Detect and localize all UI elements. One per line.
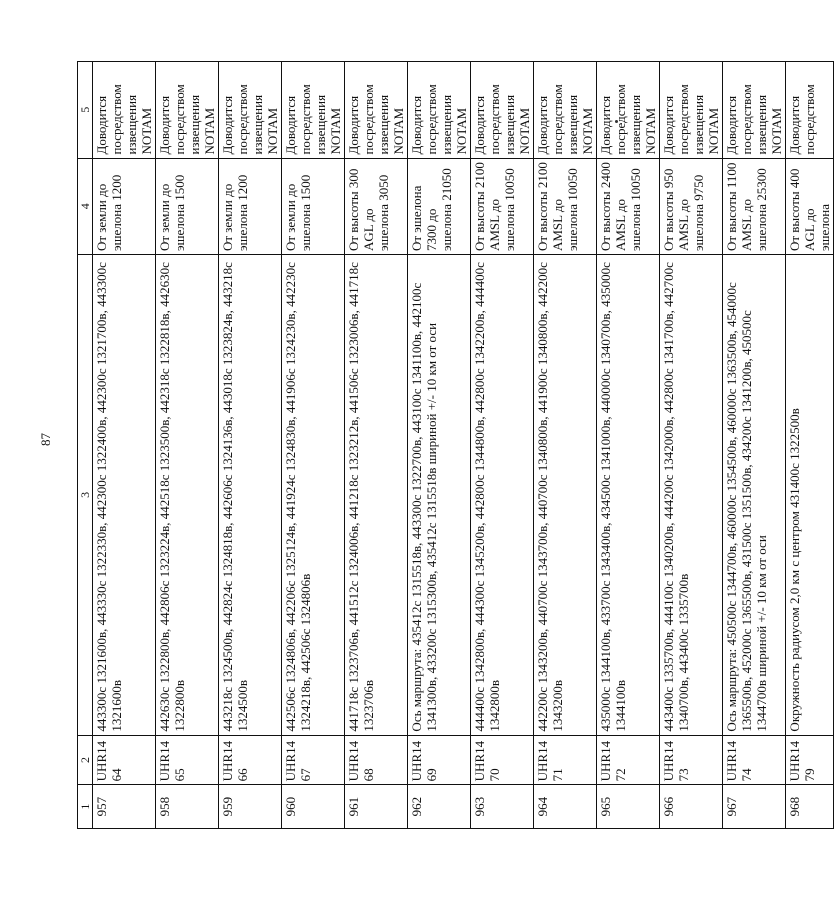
zone-code: UHR1472 — [597, 735, 660, 785]
row-number: 962 — [408, 785, 471, 829]
row-number: 967 — [723, 785, 786, 829]
zone-height-limits: От земли до эшелона 1200 — [93, 158, 156, 255]
restricted-areas-table — [77, 61, 834, 829]
row-number: 964 — [534, 785, 597, 829]
zone-height-limits: От эшелона 7300 до эшелона 21050 — [408, 158, 471, 255]
zone-height-limits: От земли до эшелона 1500 — [156, 158, 219, 255]
zone-code: UHR1468 — [345, 735, 408, 785]
zone-coordinates: 444400с 1342800в, 444300с 1345200в, 442800с 1344800в, 442800с 1342200в, 444400с 1342800в — [471, 255, 534, 736]
zone-height-limits: От земли до эшелона 1500 — [282, 158, 345, 255]
table-row — [408, 62, 471, 829]
table-row — [156, 62, 219, 829]
zone-note: Доводится посредством извещения NOTAM — [534, 62, 597, 159]
table-row — [471, 62, 534, 829]
zone-height-limits: От высоты 1100 AMSL до эшелона 25300 — [723, 158, 786, 255]
row-number: 966 — [660, 785, 723, 829]
table-row — [660, 62, 723, 829]
row-number: 965 — [597, 785, 660, 829]
table-row — [786, 62, 834, 829]
zone-coordinates: 443400с 1335700в, 444100с 1340200в, 444200с 1342000в, 442800с 1341700в, 442700с 1340700в, 443400с 1335700в — [660, 255, 723, 736]
zone-coordinates: 443300с 1321600в, 443330с 1322330в, 442300с 1322400в, 442300с 1321700в, 443300с 1321600в — [93, 255, 156, 736]
zone-coordinates: 442200с 1343200в, 440700с 1343700в, 440700с 1340800в, 441900с 1340800в, 442200с 1343200в — [534, 255, 597, 736]
row-number: 959 — [219, 785, 282, 829]
zone-height-limits: От высоты 2100 AMSL до эшелона 10050 — [534, 158, 597, 255]
table-row — [282, 62, 345, 829]
row-number: 957 — [93, 785, 156, 829]
zone-coordinates: Окружность радиусом 2,0 км с центром 431400с 1322500в — [786, 255, 834, 736]
zone-coordinates: Ось маршрута: 435412с 1315518в, 443300с 1322700в, 443100с 1341100в, 442100с 1341300в, 433200с 1315300в, 435412с 1315518в шириной +/- 10 км от оси — [408, 255, 471, 736]
zone-height-limits: От земли до эшелона 1200 — [219, 158, 282, 255]
column-header: 1 — [78, 785, 93, 829]
row-number: 960 — [282, 785, 345, 829]
zone-note: Доводится посредством извещения NOTAM — [597, 62, 660, 159]
zone-code: UHR1474 — [723, 735, 786, 785]
column-header: 4 — [78, 158, 93, 255]
zone-code: UHR1479 — [786, 735, 834, 785]
table-row — [345, 62, 408, 829]
zone-code: UHR1471 — [534, 735, 597, 785]
zone-code: UHR1465 — [156, 735, 219, 785]
zone-note: Доводится посредством извещения NOTAM — [156, 62, 219, 159]
zone-code: UHR1469 — [408, 735, 471, 785]
zone-height-limits: От высоты 300 AGL до эшелона 3050 — [345, 158, 408, 255]
row-number: 963 — [471, 785, 534, 829]
rotated-table-container — [77, 61, 832, 829]
zone-note: Доводится посредством извещения NOTAM — [93, 62, 156, 159]
table-row — [534, 62, 597, 829]
row-number: 958 — [156, 785, 219, 829]
column-header: 5 — [78, 62, 93, 159]
column-header: 2 — [78, 735, 93, 785]
zone-note: Доводится посредством извещения NOTAM — [345, 62, 408, 159]
zone-coordinates: 435000с 1344100в, 433700с 1343400в, 434500с 1341000в, 440000с 1340700в, 435000с 1344100в — [597, 255, 660, 736]
zone-height-limits: От высоты 2100 AMSL до эшелона 10050 — [471, 158, 534, 255]
zone-code: UHR1470 — [471, 735, 534, 785]
zone-height-limits: От высоты 950 AMSL до эшелона 9750 — [660, 158, 723, 255]
zone-coordinates: Ось маршрута: 450500с 1344700в, 460000с 1354500в, 460000с 1363500в, 454000с 1365500в, 452000с 1365500в, 431500с 1351500в, 434200с 1341200в, 450500с 1344700в шириной +/- 10 км от оси — [723, 255, 786, 736]
zone-note: Доводится посредством извещения NOTAM — [219, 62, 282, 159]
table-row — [597, 62, 660, 829]
zone-code: UHR1466 — [219, 735, 282, 785]
zone-code: UHR1464 — [93, 735, 156, 785]
table-row — [93, 62, 156, 829]
zone-note: Доводится посредством извещения NOTAM — [282, 62, 345, 159]
zone-coordinates: 443218с 1324500в, 442824с 1324818в, 442606с 1324136в, 443018с 1323824в, 443218с 1324500в — [219, 255, 282, 736]
row-number: 968 — [786, 785, 834, 829]
zone-coordinates: 442506с 1324806в, 442206с 1325124в, 441924с 1324830в, 441906с 1324230в, 442230с 1324218в, 442506с 1324806в — [282, 255, 345, 736]
zone-height-limits: От высоты 2400 AMSL до эшелона 10050 — [597, 158, 660, 255]
table-header-row — [78, 62, 93, 829]
zone-note: Доводится посредством извещения NOTAM — [471, 62, 534, 159]
zone-code: UHR1473 — [660, 735, 723, 785]
zone-coordinates: 442630с 1322800в, 442806с 1323224в, 442518с 1323500в, 442318с 1322818в, 442630с 1322800в — [156, 255, 219, 736]
table-row — [723, 62, 786, 829]
zone-height-limits: От высоты 400 AGL до эшелона — [786, 158, 834, 255]
table-row — [219, 62, 282, 829]
zone-note: Доводится посредством извещения NOTAM — [408, 62, 471, 159]
row-number: 961 — [345, 785, 408, 829]
zone-coordinates: 441718с 1323706в, 441512с 1324006в, 441218с 1323212в, 441506с 1323006в, 441718с 1323706в — [345, 255, 408, 736]
zone-code: UHR1467 — [282, 735, 345, 785]
zone-note: Доводится посредством — [786, 62, 834, 159]
zone-note: Доводится посредством извещения NOTAM — [723, 62, 786, 159]
page-number: 87 — [38, 433, 53, 446]
column-header: 3 — [78, 255, 93, 736]
zone-note: Доводится посредством извещения NOTAM — [660, 62, 723, 159]
